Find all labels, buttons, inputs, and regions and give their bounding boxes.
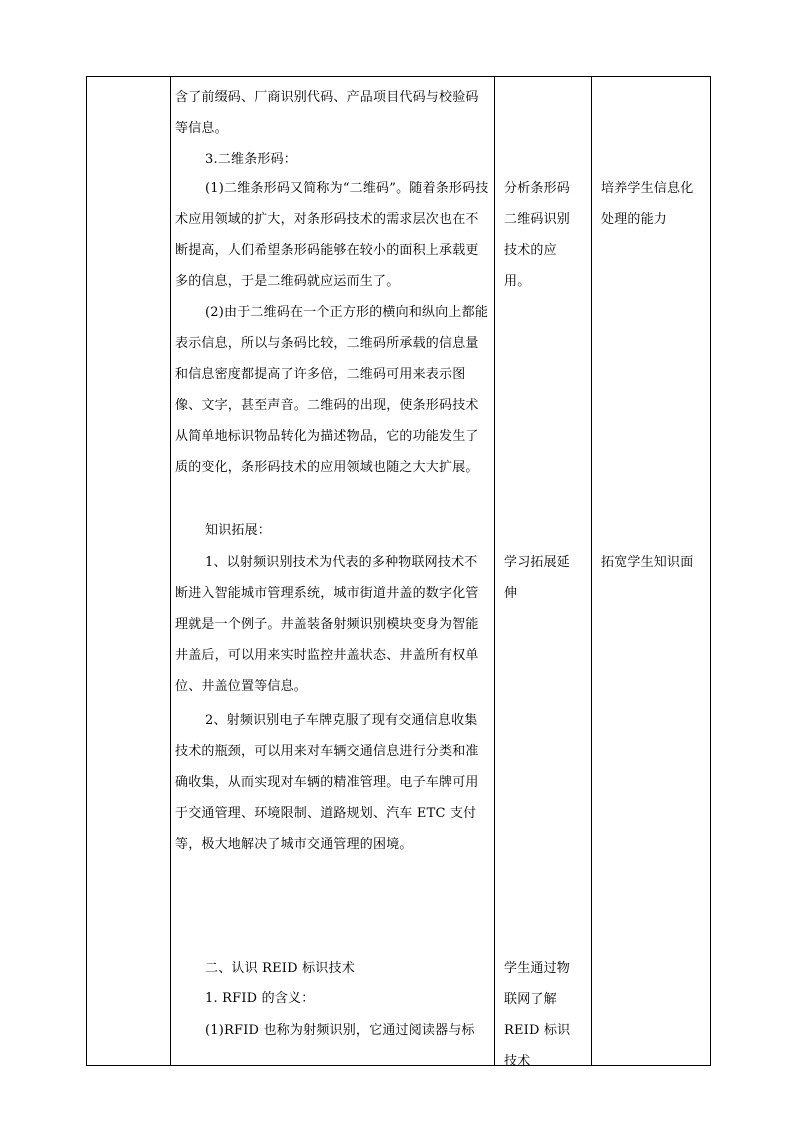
- content-paragraph: 3.二维条形码：: [205, 152, 298, 167]
- content-paragraph: 2、射频识别电子车牌克服了现有交通信息收集技术的瓶颈，可以用来对车辆交通信息进行分类和准确收集，从而实现对车辆的精准管理。电子车牌可用于交通管理、环境限制、道路规划、汽车 ETC 支付等，极大地解决了城市交通管理的困境。: [175, 713, 479, 852]
- activity-text: 分析条形码二维码识别技术的应用。: [504, 181, 571, 289]
- intent-text: 培养学生信息化处理的能力: [601, 181, 694, 227]
- activity-text: 学生通过物联网了解 REID 标识技术: [504, 961, 571, 1069]
- content-paragraph: (1)RFID 也称为射频识别，它通过阅读器与标: [205, 1023, 475, 1038]
- content-paragraph: (1)二维条形码又简称为“二维码”。随着条形码技术应用领域的扩大，对条形码技术的需求层次也在不断提高，人们希望条形码能够在较小的面积上承载更多的信息，于是二维码就应运而生了。: [175, 181, 489, 289]
- table-row: [87, 77, 711, 1066]
- content-paragraph: 知识拓展：: [205, 523, 272, 538]
- content-paragraph: 1. RFID 的含义：: [205, 991, 315, 1006]
- student-activity-cell: [495, 77, 592, 1069]
- intent-text: 拓宽学生知识面: [601, 555, 694, 570]
- stage-column-cell: [87, 77, 171, 1066]
- design-intent-cell: [592, 77, 711, 1066]
- content-heading: 二、认识 REID 标识技术: [205, 961, 355, 976]
- content-paragraph: 含了前缀码、厂商识别代码、产品项目代码与校验码等信息。: [175, 90, 479, 136]
- lesson-plan-table: [86, 76, 711, 1069]
- content-paragraph: (2)由于二维码在一个正方形的横向和纵向上都能表示信息，所以与条码比较，二维码所承载的信息量和信息密度都提高了许多倍，二维码可用来表示图像、文字，甚至声音。二维码的出现，使条形码技术从简单地标识物品转化为描述物品，它的功能发生了质的变化，条形码技术的应用领域也随之大大扩展。: [175, 305, 489, 475]
- content-paragraph: 1、以射频识别技术为代表的多种物联网技术不断进入智能城市管理系统，城市街道井盖的数字化管理就是一个例子。井盖装备射频识别模块变身为智能井盖后，可以用来实时监控井盖状态、井盖所有权单位、井盖位置等信息。: [175, 555, 479, 694]
- activity-text: 学习拓展延伸: [504, 555, 571, 601]
- content-column-cell: [171, 77, 495, 1066]
